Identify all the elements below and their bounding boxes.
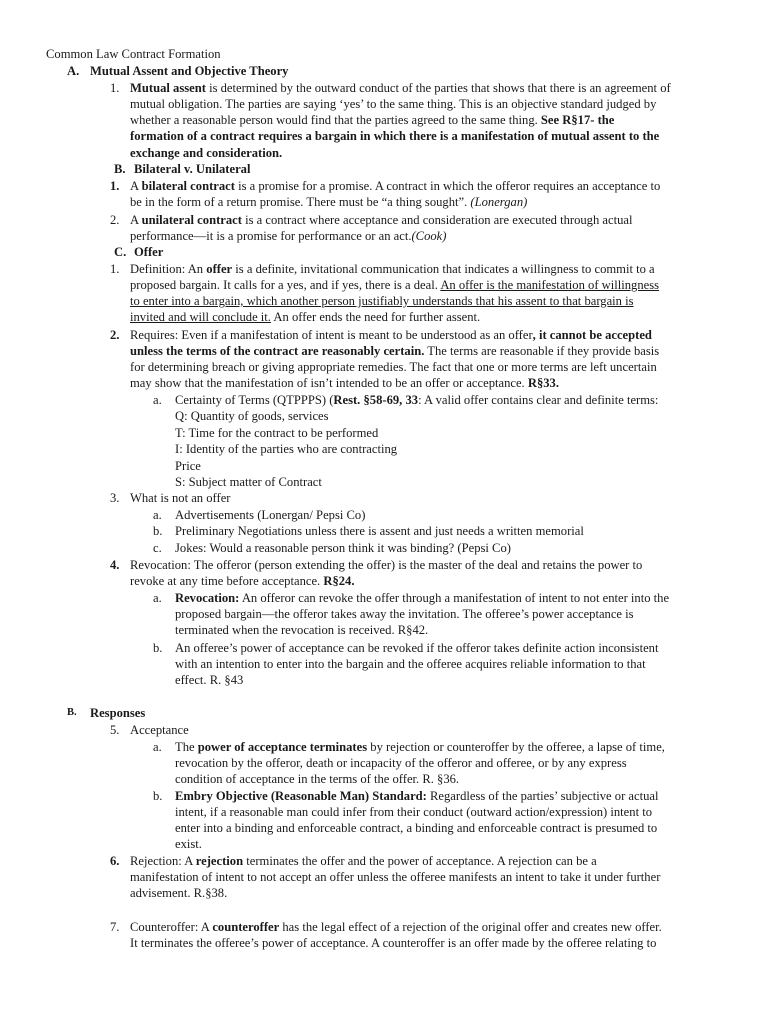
c2-line-4: may show that the manifestation of isn’t intended to be an offer or acceptance. R§33. bbox=[130, 376, 559, 390]
r7-line-2: It terminates the offeree’s power of acceptance. A counteroffer is an offer made by the offeree relating to bbox=[130, 936, 657, 950]
section-c-marker: C. bbox=[114, 245, 127, 259]
qtppps-item: Price bbox=[175, 459, 201, 473]
r5a-line-2: revocation by the offeror, death or incapacity of the offeror and offeree, or by any express bbox=[175, 756, 627, 770]
a1-line-2: mutual obligation. The parties are saying ‘yes’ to the same thing. This is an objective standard judged by bbox=[130, 97, 657, 111]
b1-line-2: be in the form of a return promise. There must be “a thing sought”. (Lonergan) bbox=[130, 195, 528, 209]
section-c-heading: Offer bbox=[134, 245, 164, 259]
r5b-line-3: enter into a binding and enforceable contract, a binding and enforceable contract is presumed to bbox=[175, 821, 658, 835]
c3-item-marker: b. bbox=[153, 524, 163, 538]
qtppps-item: T: Time for the contract to be performed bbox=[175, 426, 379, 440]
r6-line-1: Rejection: A rejection terminates the offer and the power of acceptance. A rejection can be a bbox=[130, 854, 597, 868]
b1-number: 1. bbox=[110, 179, 120, 193]
r5b-line-2: intent, if a reasonable man could infer from their conduct (outward action/expression) intent to bbox=[175, 805, 653, 819]
c4b-line-2: with an intention to enter into the bargain and the offeree acquires reliable information to that bbox=[175, 657, 646, 671]
r5-line: Acceptance bbox=[130, 723, 189, 737]
qtppps-item: S: Subject matter of Contract bbox=[175, 475, 322, 489]
c4-number: 4. bbox=[110, 558, 120, 572]
c3-number: 3. bbox=[110, 491, 120, 505]
section-b2-marker: B. bbox=[67, 707, 77, 718]
a1-line-4: formation of a contract requires a bargain in which there is a manifestation of mutual assent to the bbox=[130, 129, 660, 143]
r5b-line-4: exist. bbox=[175, 837, 202, 851]
r6-line-2: manifestation of intent to not accept an offer unless the offeree manifests an intent to take it under further bbox=[130, 870, 661, 884]
c1-line-4: invited and will conclude it. An offer ends the need for further assent. bbox=[130, 310, 481, 324]
document-title: Common Law Contract Formation bbox=[46, 47, 221, 61]
qtppps-item: I: Identity of the parties who are contracting bbox=[175, 442, 398, 456]
c1-line-2: proposed bargain. It calls for a yes, and if yes, there is a deal. An offer is the manifestation of willingness bbox=[130, 278, 660, 292]
c2a-line: Certainty of Terms (QTPPPS) (Rest. §58-69, 33: A valid offer contains clear and definite terms: bbox=[175, 393, 659, 407]
c4a-marker: a. bbox=[153, 591, 162, 605]
r7-line-1: Counteroffer: A counteroffer has the legal effect of a rejection of the original offer and creates new offer. bbox=[130, 920, 662, 934]
c4b-line-3: effect. R. §43 bbox=[175, 673, 244, 687]
c1-line-3: to enter into a bargain, which another person justifiably understands that his assent to that bargain is bbox=[130, 294, 634, 308]
c3-item-marker: a. bbox=[153, 508, 162, 522]
r5a-marker: a. bbox=[153, 740, 162, 754]
section-b1-heading: Bilateral v. Unilateral bbox=[134, 162, 251, 176]
c1-line-1: Definition: An offer is a definite, invitational communication that indicates a willingness to commit to a bbox=[130, 262, 655, 276]
c4-line-1: Revocation: The offeror (person extending the offer) is the master of the deal and retains the power to bbox=[130, 558, 643, 572]
b2-number: 2. bbox=[110, 213, 120, 227]
r5a-line-1: The power of acceptance terminates by rejection or counteroffer by the offeree, a lapse of time, bbox=[175, 740, 665, 754]
b2-line-1: A unilateral contract is a contract where acceptance and consideration are executed through actual bbox=[130, 213, 633, 227]
c4a-line-1: Revocation: An offeror can revoke the offer through a manifestation of intent to not enter into the bbox=[175, 591, 670, 605]
qtppps-item: Q: Quantity of goods, services bbox=[175, 409, 329, 423]
a1-line-1: Mutual assent is determined by the outward conduct of the parties that shows that there is an agreement of bbox=[130, 81, 671, 95]
a1-line-3: whether a reasonable person would find that the parties agreed to the same thing. See R§17- the bbox=[130, 113, 615, 127]
section-a-marker: A. bbox=[67, 64, 80, 78]
c4b-line-1: An offeree’s power of acceptance can be revoked if the offeror takes definite action inconsistent bbox=[175, 641, 659, 655]
r5b-marker: b. bbox=[153, 789, 163, 803]
c2-line-3: for determining breach or giving appropriate remedies. The fact that one or more terms are left uncertain bbox=[130, 360, 657, 374]
c2-line-1: Requires: Even if a manifestation of intent is meant to be understood as an offer, it cannot be accepted bbox=[130, 328, 652, 342]
r5b-line-1: Embry Objective (Reasonable Man) Standard: Regardless of the parties’ subjective or actual bbox=[175, 789, 659, 803]
c2-line-2: unless the terms of the contract are reasonably certain. The terms are reasonable if they provide basis bbox=[130, 344, 660, 358]
section-b1-marker: B. bbox=[114, 162, 126, 176]
c4a-line-2: proposed bargain—the offeror takes away the invitation. The offeree’s power acceptance is bbox=[175, 607, 634, 621]
c3-item: Preliminary Negotiations unless there is assent and just needs a written memorial bbox=[175, 524, 584, 538]
c4a-line-3: terminated when the revocation is received. R§42. bbox=[175, 623, 429, 637]
c2-number: 2. bbox=[110, 328, 120, 342]
a1-number: 1. bbox=[110, 81, 120, 95]
b2-line-2: performance—it is a promise for performance or an act.(Cook) bbox=[130, 229, 447, 243]
c3-item-marker: c. bbox=[153, 541, 162, 555]
r5a-line-3: condition of acceptance in the terms of the offer. R. §36. bbox=[175, 772, 460, 786]
r6-number: 6. bbox=[110, 854, 120, 868]
b1-line-1: A bilateral contract is a promise for a promise. A contract in which the offeror requires an acceptance to bbox=[130, 179, 661, 193]
c3-item: Advertisements (Lonergan/ Pepsi Co) bbox=[175, 508, 366, 522]
r6-line-3: advisement. R.§38. bbox=[130, 886, 228, 900]
c2a-marker: a. bbox=[153, 393, 162, 407]
section-b2-heading: Responses bbox=[90, 706, 146, 720]
r7-number: 7. bbox=[110, 920, 120, 934]
c4-line-2: revoke at any time before acceptance. R§24. bbox=[130, 574, 355, 588]
c4b-marker: b. bbox=[153, 641, 163, 655]
c3-item: Jokes: Would a reasonable person think it was binding? (Pepsi Co) bbox=[175, 541, 511, 555]
a1-line-5: exchange and consideration. bbox=[130, 146, 283, 160]
c3-line: What is not an offer bbox=[130, 491, 231, 505]
section-a-heading: Mutual Assent and Objective Theory bbox=[90, 64, 289, 78]
r5-number: 5. bbox=[110, 723, 120, 737]
c1-number: 1. bbox=[110, 262, 120, 276]
